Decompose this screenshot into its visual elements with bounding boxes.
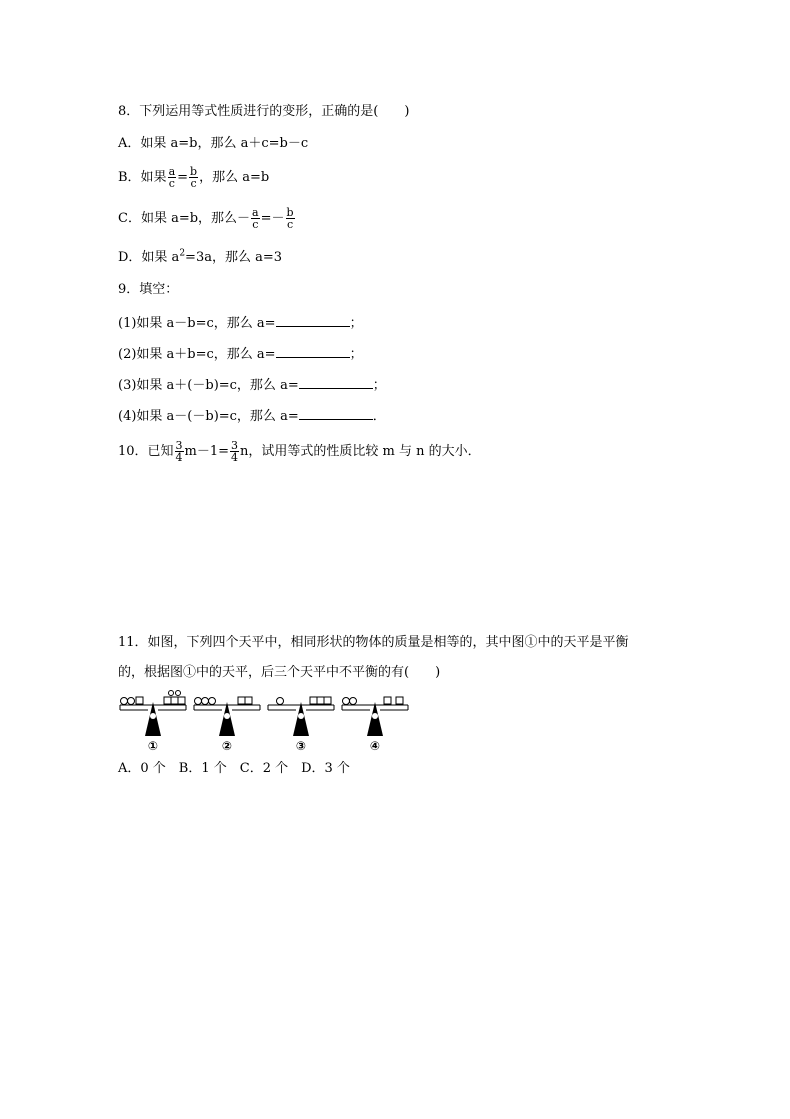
scale-label-1: ①: [147, 739, 159, 753]
q8-stem: 8．下列运用等式性质进行的变形，正确的是( ): [118, 104, 410, 119]
q9-item-1: (1)如果 a－b=c，那么 a= ；: [118, 316, 363, 331]
q9-item-3: (3)如果 a＋(－b)=c，那么 a= ；: [118, 378, 386, 393]
fraction-a-over-c: $\frac{a}{c}$: [168, 165, 176, 190]
q9-item-2: (2)如果 a＋b=c，那么 a= ；: [118, 347, 363, 362]
balance-scale-3: [268, 697, 334, 736]
answer-blank[interactable]: [276, 314, 350, 327]
balance-scale-1: [120, 691, 186, 737]
scale-label-2: ②: [221, 739, 233, 753]
balance-scales-figure: [118, 690, 418, 754]
q11-stem-line2: 的，根据图①中的天平，后三个天平中不平衡的有( ): [118, 665, 441, 680]
q8-option-d: D．如果 $a^2=3a$，那么 a=3: [118, 248, 283, 265]
q8-option-b-prefix: B．如果: [118, 170, 167, 185]
answer-blank[interactable]: [299, 407, 373, 420]
scale-label-3: ③: [295, 739, 307, 753]
q10-stem: 10．已知 $\frac{3}{4}$ m－1= $\frac{3}{4}$ n，试用等式的性质比较 m 与 n 的大小．: [118, 439, 481, 464]
balance-scale-4: [342, 697, 408, 736]
answer-blank[interactable]: [299, 376, 373, 389]
fraction-3-over-4: $\frac{3}{4}$: [175, 439, 183, 464]
fraction-b-over-c: $\frac{b}{c}$: [190, 165, 198, 190]
q9-stem: 9．填空：: [118, 282, 179, 297]
q9-item-4: (4)如果 a－(－b)=c，那么 a= ．: [118, 409, 386, 424]
q8-option-b: B．如果 $\frac{a}{c}$ = $\frac{b}{c}$ ，那么 a=b: [118, 165, 270, 190]
q11-stem-line1: 11．如图，下列四个天平中，相同形状的物体的质量是相等的，其中图①中的天平是平衡: [118, 635, 629, 650]
fraction-a-over-c: $\frac{a}{c}$: [252, 206, 259, 231]
fraction-3-over-4: $\frac{3}{4}$: [231, 439, 239, 464]
scale-label-4: ④: [369, 739, 381, 753]
q8-option-a: A．如果 a=b，那么 a＋c=b－c: [118, 136, 309, 151]
answer-blank[interactable]: [276, 345, 350, 358]
balance-scale-2: [194, 697, 260, 736]
q11-options: A．0 个 B．1 个 C．2 个 D．3 个: [118, 761, 350, 776]
fraction-b-over-c: $\frac{b}{c}$: [286, 206, 294, 231]
q8-option-c: C．如果 a=b，那么－ $\frac{a}{c}$ =－ $\frac{b}{c}$: [118, 206, 294, 231]
